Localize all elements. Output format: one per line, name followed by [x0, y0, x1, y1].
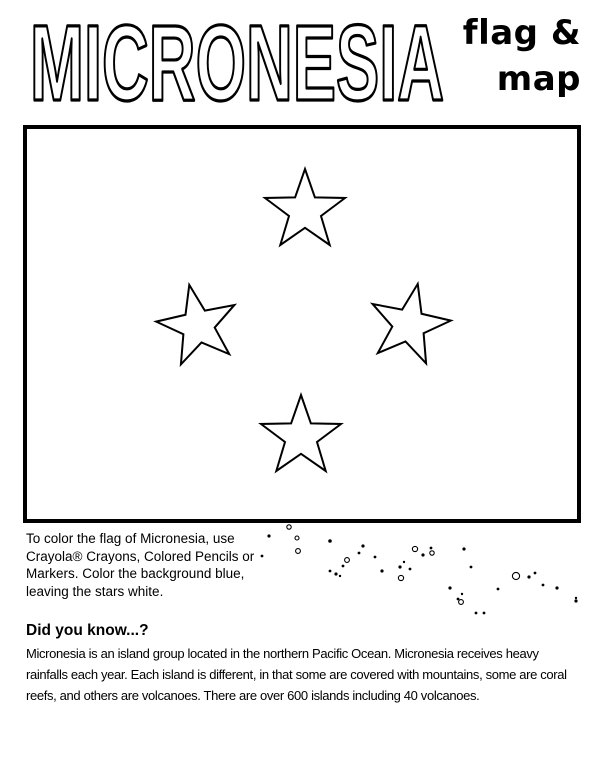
islands-map-drawing — [250, 515, 590, 625]
outlined-title-lettering — [28, 4, 448, 110]
subtitle-line-1: flag & — [462, 13, 581, 53]
flag-star-bottom — [261, 395, 341, 471]
flag-of-micronesia — [23, 125, 581, 523]
flag-star-left — [150, 277, 244, 368]
title-text: MICRONESIA — [30, 4, 444, 110]
flag-and-map-subtitle — [441, 10, 581, 102]
flag-drawing — [27, 129, 577, 519]
did-you-know-text: Micronesia is an island group located in the northern Pacific Ocean. Micronesia receives heavy rainfalls each year. Each island is different, in that some are covered with mountains, some are coral reefs, and others are volcanoes. There are over 600 islands including 40 volcanoes. — [26, 646, 567, 703]
flag-star-right — [363, 276, 457, 367]
micronesia-islands-map — [250, 515, 590, 625]
subtitle-line-2: map — [496, 59, 581, 99]
island-rings — [287, 525, 520, 605]
coloring-instructions: To color the flag of Micronesia, use Crayola® Crayons, Colored Pencils or Markers. Color the background blue, leaving the stars white. — [26, 531, 255, 599]
flag-star-top — [265, 169, 345, 245]
island-dots — [261, 534, 578, 614]
did-you-know-heading: Did you know...? — [26, 622, 149, 639]
page-title — [28, 4, 448, 110]
